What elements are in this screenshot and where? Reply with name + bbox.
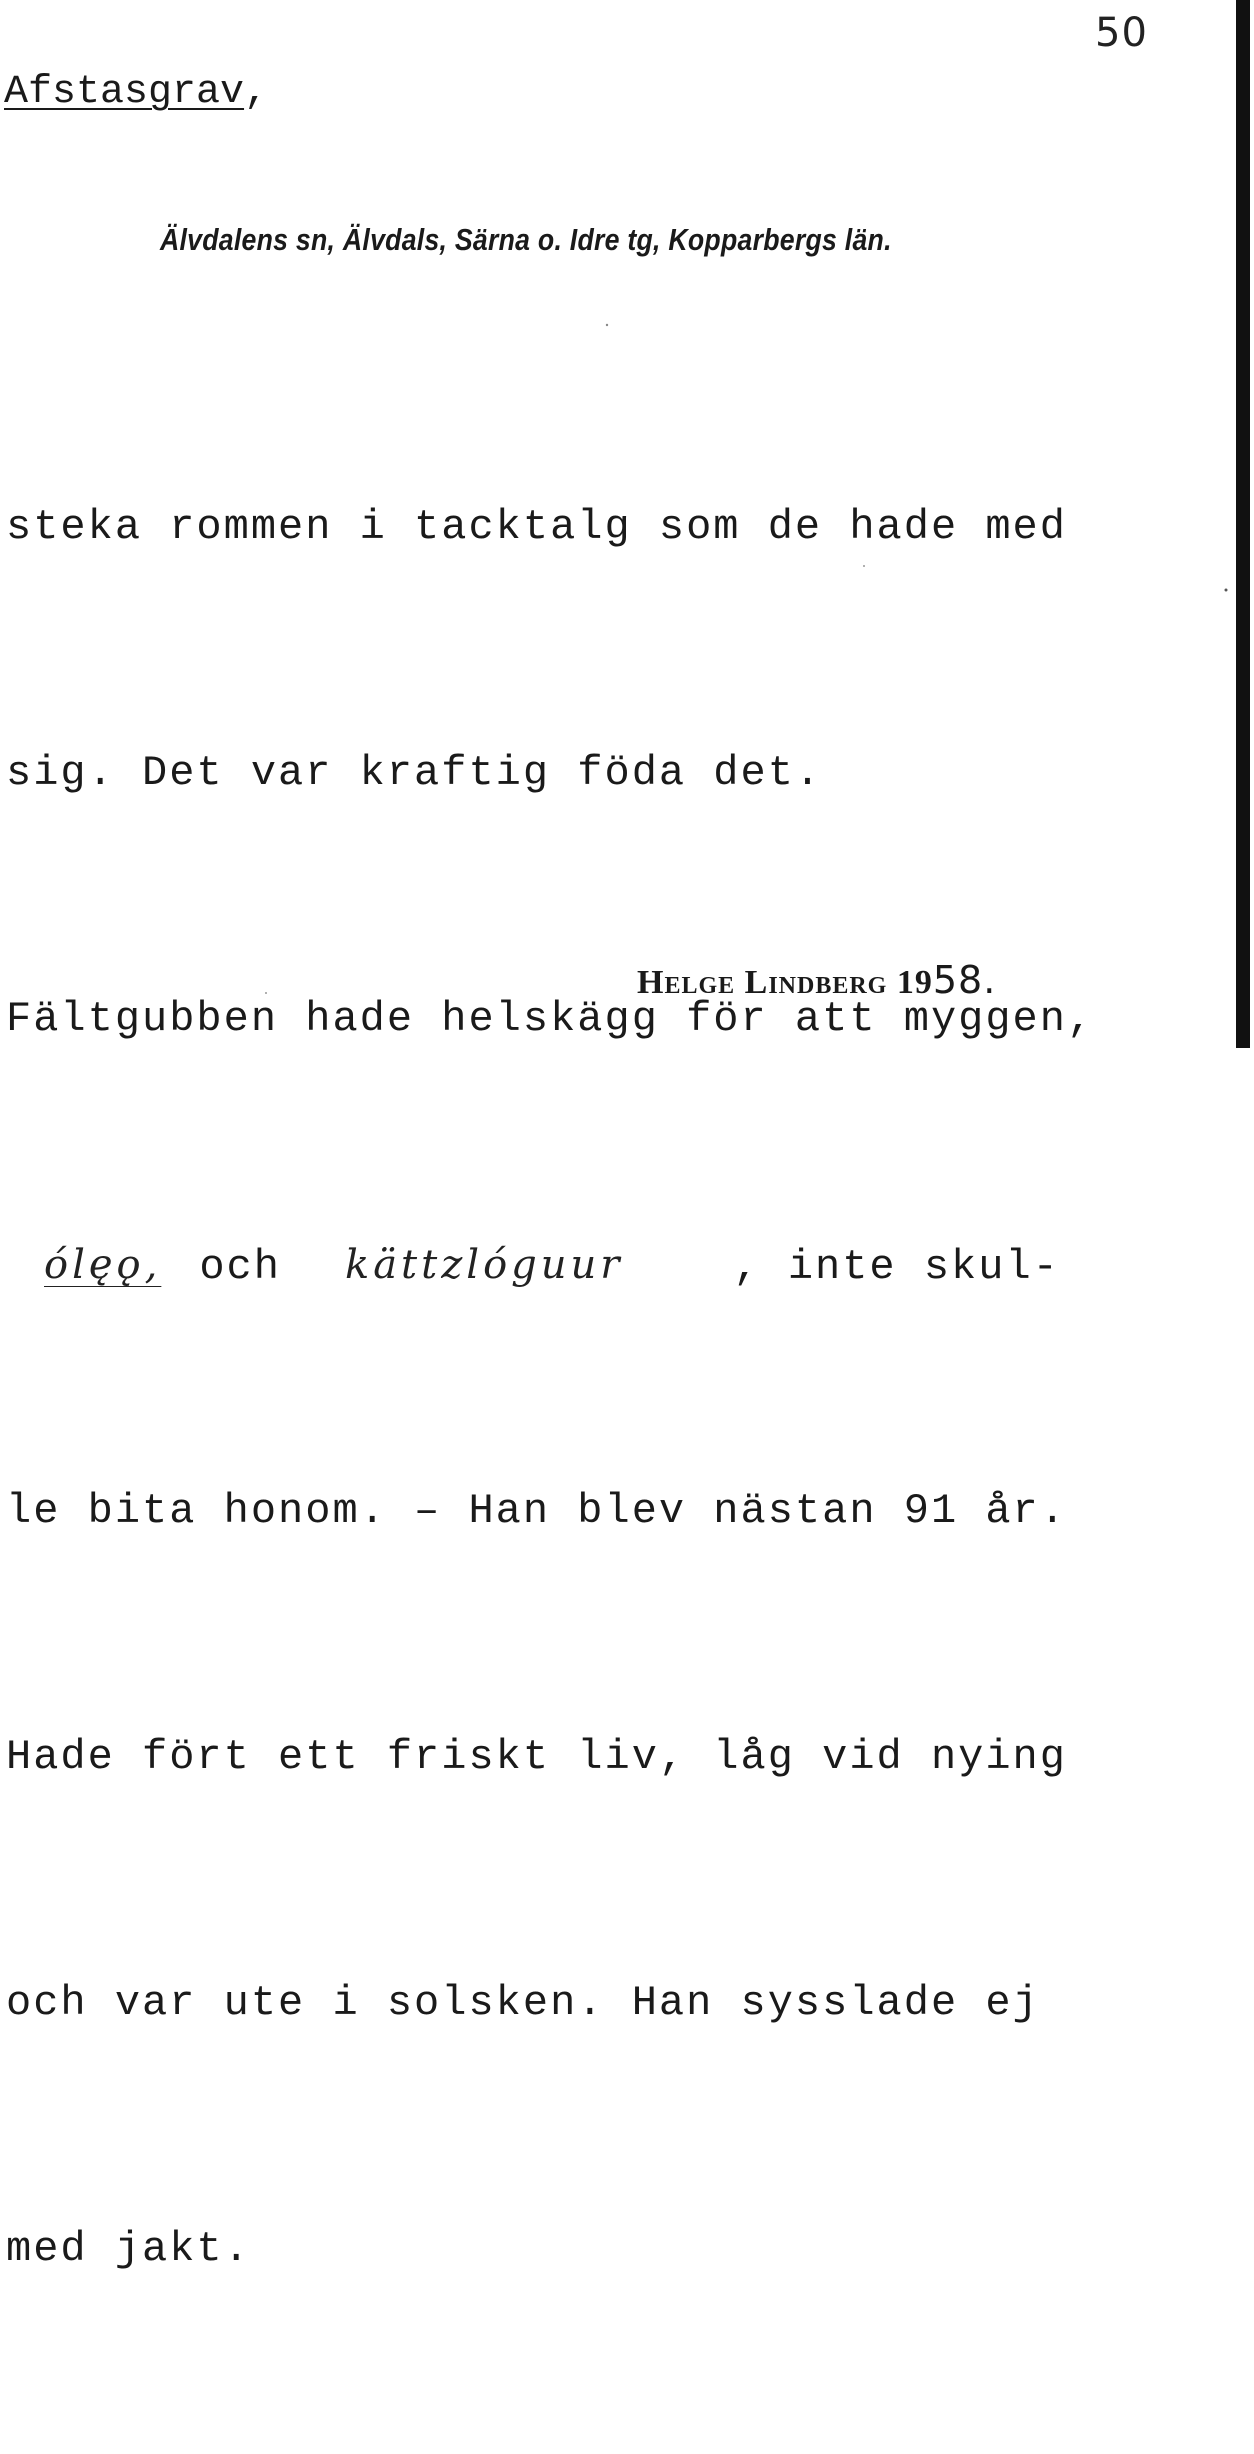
location-line: Älvdalens sn, Älvdals, Särna o. Idre tg, Kopparbergs län. xyxy=(160,222,892,257)
body-line-6: Hade fört ett friskt liv, låg vid nying xyxy=(6,1733,1067,1781)
body-line-4-rest: , inte skul- xyxy=(733,1243,1060,1291)
handwritten-dialect-word-2: kättzlóguur xyxy=(344,1242,624,1288)
signature-name: Helge Lindberg xyxy=(637,964,888,1001)
body-line-8: med jakt. xyxy=(6,2225,251,2273)
card-edge-border xyxy=(1236,0,1250,1048)
body-line-2: sig. Det var kraftig föda det. xyxy=(6,749,823,797)
body-line-4-och: och xyxy=(199,1243,281,1291)
body-line-7: och var ute i solsken. Han sysslade ej xyxy=(6,1979,1040,2027)
headword-punct: , xyxy=(244,70,269,115)
headword xyxy=(4,70,268,115)
signature-year-printed: 19 xyxy=(896,964,933,1001)
page-number: 50 xyxy=(1095,10,1148,56)
body-line-3: Fältgubben hade helskägg för att myggen, xyxy=(6,995,1095,1043)
signature-year-handwritten: 58. xyxy=(932,958,997,1002)
body-line-4 xyxy=(6,1224,1094,1306)
body-line-1: steka rommen i tacktalg som de hade med xyxy=(6,503,1067,551)
headword-text: Afstasgrav xyxy=(4,70,245,115)
handwritten-dialect-word-1: ólęǫ, xyxy=(44,1242,162,1288)
body-line-5: le bita honom. – Han blev nästan 91 år. xyxy=(6,1487,1067,1535)
body-text xyxy=(6,322,1094,2454)
signature xyxy=(637,958,996,1002)
